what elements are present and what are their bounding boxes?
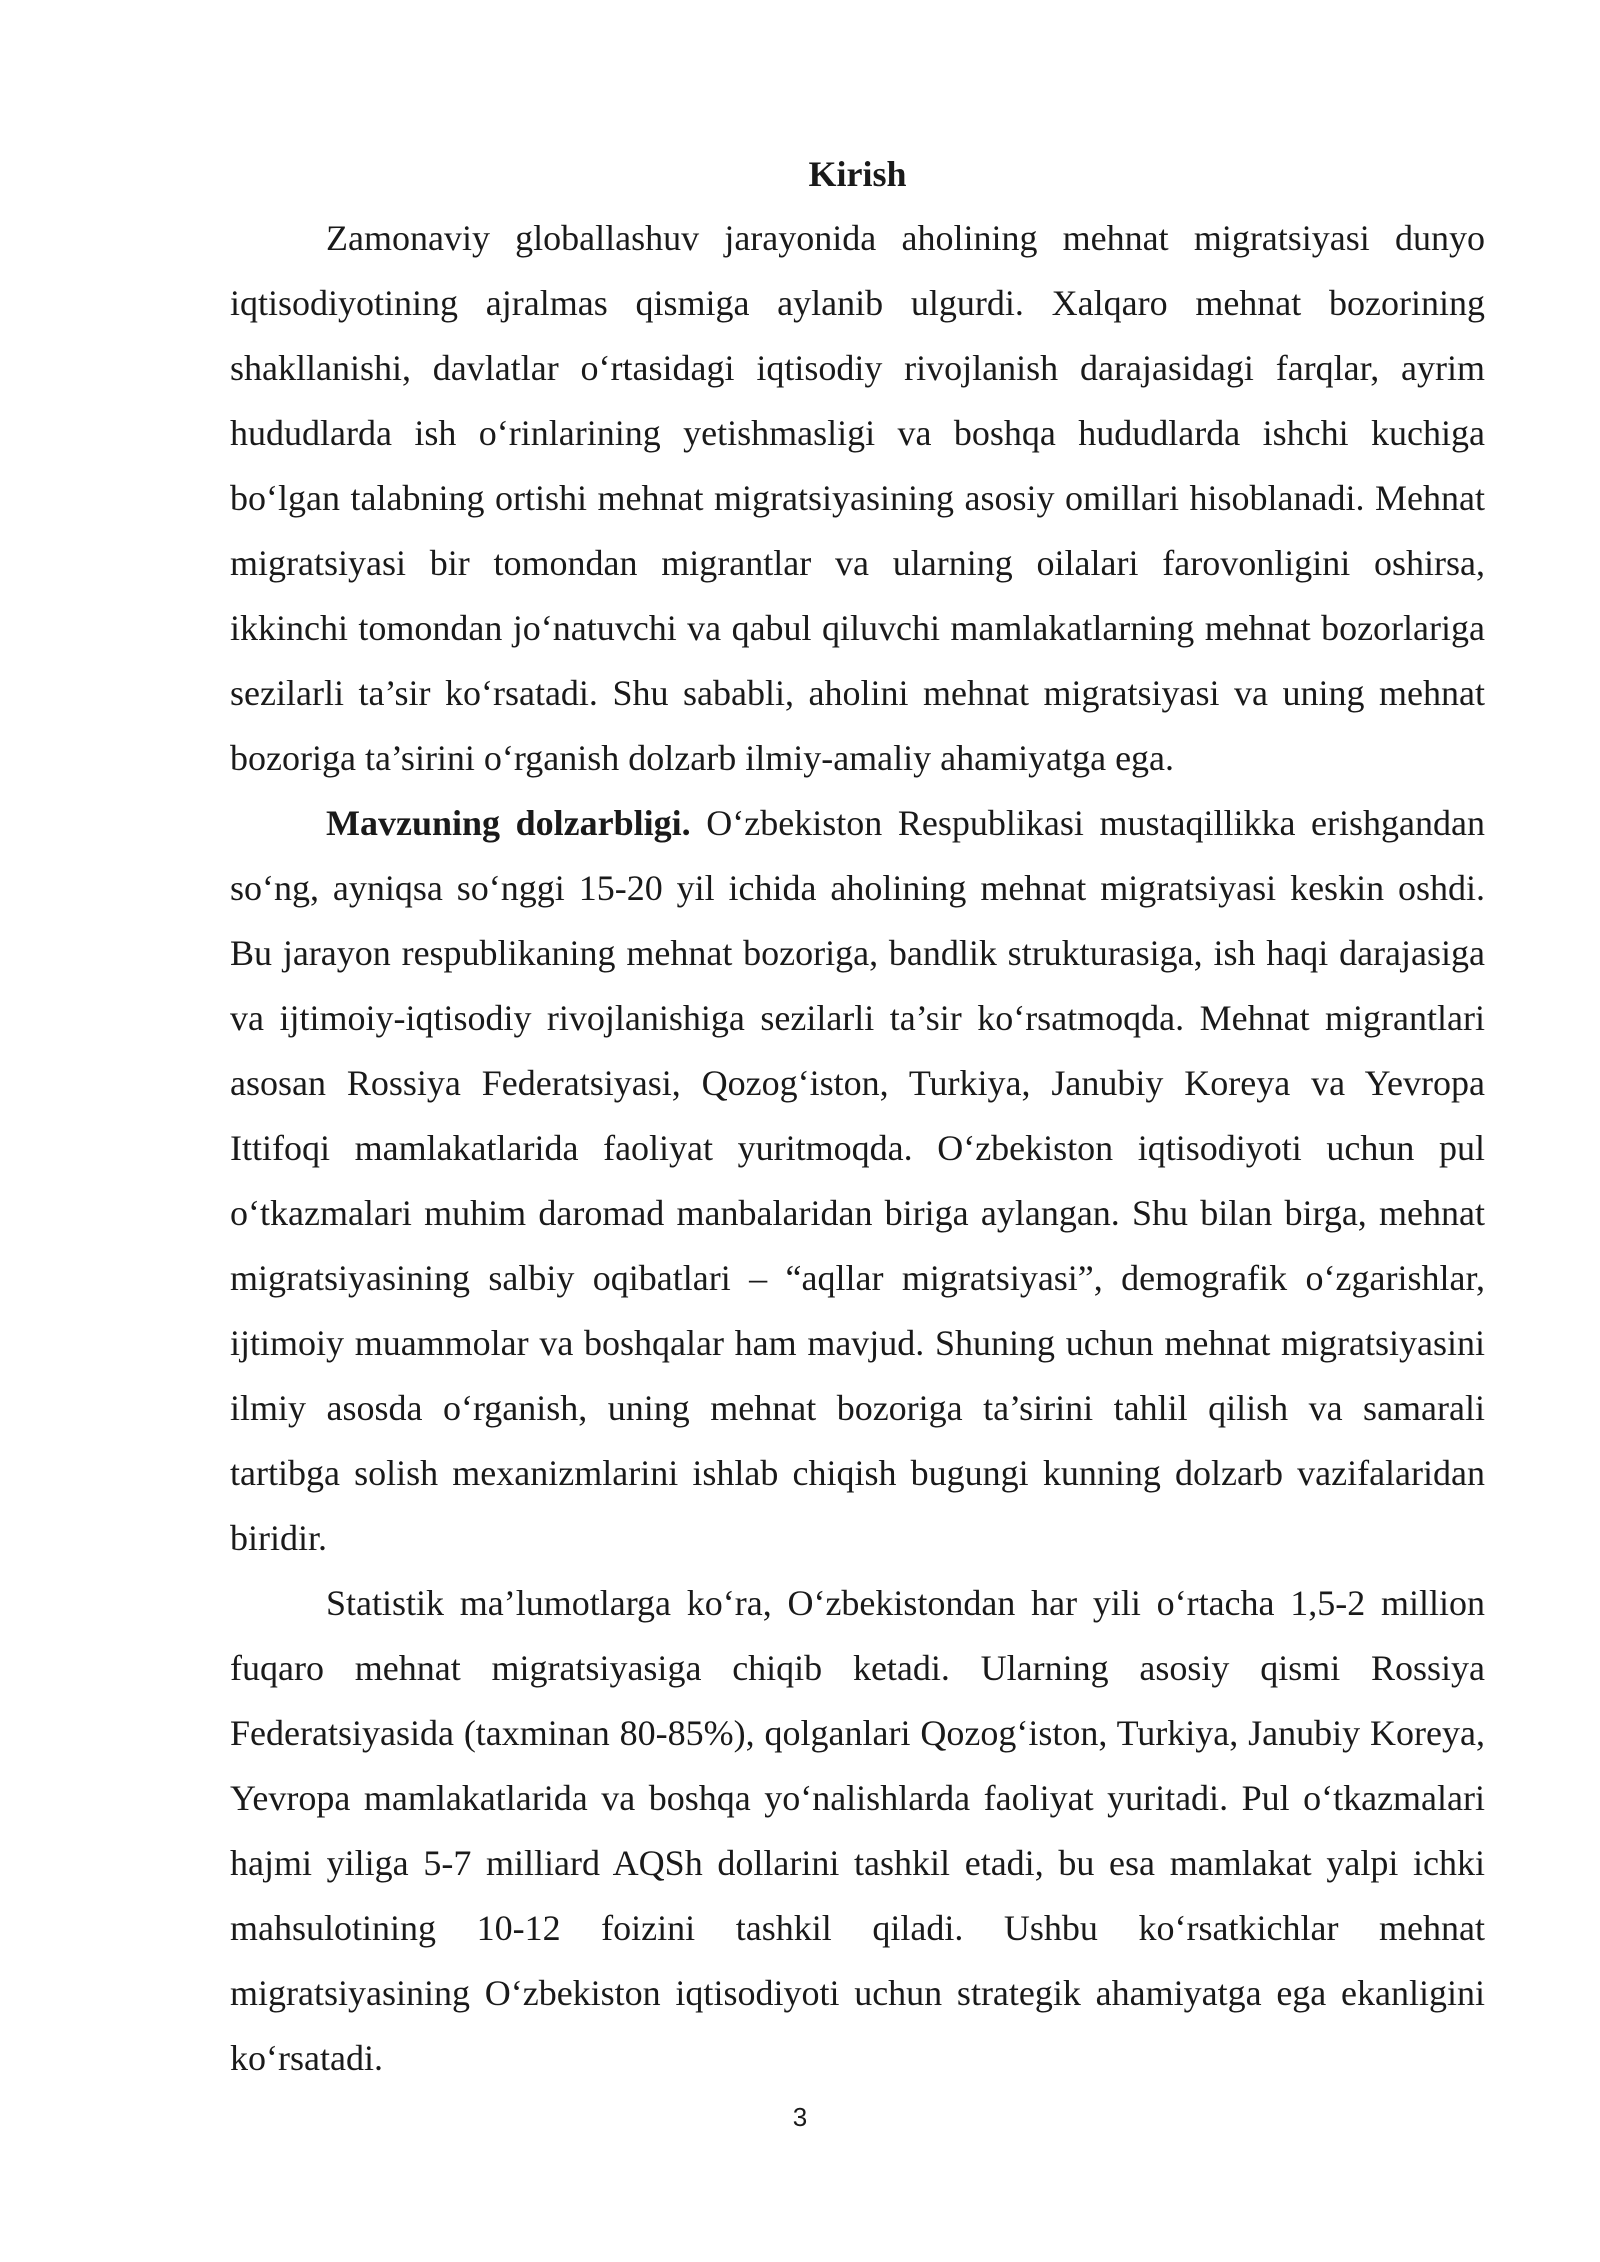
paragraph-relevance-lead: Mavzuning dolzarbligi. [326,803,691,843]
section-heading: Kirish [808,154,907,194]
paragraph-statistics [230,1571,1485,2091]
document-page [230,150,1485,2091]
paragraph-relevance-text: O‘zbekiston Respublikasi mustaqillikka erishgandan so‘ng, ayniqsa so‘nggi 15-20 yil ichida aholining mehnat migratsiyasi keskin oshdi. Bu jarayon respublikaning mehnat bozoriga, bandlik strukturasiga, ish haqi darajasiga va ijtimoiy-iqtisodiy rivojlanishiga sezilarli ta’sir ko‘rsatmoqda. Mehnat migrantlari asosan Rossiya Federatsiyasi, Qozog‘iston, Turkiya, Janubiy Koreya va Yevropa Ittifoqi mamlakatlarida faoliyat yuritmoqda. O‘zbekiston iqtisodiyoti uchun pul o‘tkazmalari muhim daromad manbalaridan biriga aylangan. Shu bilan birga, mehnat migratsiyasining salbiy oqibatlari – “aqllar migratsiyasi”, demografik o‘zgarishlar, ijtimoiy muammolar va boshqalar ham mavjud. Shuning uchun mehnat migratsiyasini ilmiy asosda o‘rganish, uning mehnat bozoriga ta’sirini tahlil qilish va samarali tartibga solish mexanizmlarini ishlab chiqish bugungi kunning dolzarb vazifalaridan biridir. [230,803,1485,1558]
page-number: 3 [792,2102,808,2132]
paragraph-relevance [230,791,1485,1571]
paragraph-statistics-text: Statistik ma’lumotlarga ko‘ra, O‘zbekistondan har yili o‘rtacha 1,5-2 million fuqaro mehnat migratsiyasiga chiqib ketadi. Ularning asosiy qismi Rossiya Federatsiyasida (taxminan 80-85%), qolganlari Qozog‘iston, Turkiya, Janubiy Koreya, Yevropa mamlakatlarida va boshqa yo‘nalishlarda faoliyat yuritadi. Pul o‘tkazmalari hajmi yiliga 5-7 milliard AQSh dollarini tashkil etadi, bu esa mamlakat yalpi ichki mahsulotining 10-12 foizini tashkil qiladi. Ushbu ko‘rsatkichlar mehnat migratsiyasining O‘zbekiston iqtisodiyoti uchun strategik ahamiyatga ega ekanligini ko‘rsatadi. [230,1583,1485,2078]
paragraph-intro [230,206,1485,791]
paragraph-intro-text: Zamonaviy globallashuv jarayonida aholining mehnat migratsiyasi dunyo iqtisodiyotining ajralmas qismiga aylanib ulgurdi. Xalqaro mehnat bozorining shakllanishi, davlatlar o‘rtasidagi iqtisodiy rivojlanish darajasidagi farqlar, ayrim hududlarda ish o‘rinlarining yetishmasligi va boshqa hududlarda ishchi kuchiga bo‘lgan talabning ortishi mehnat migratsiyasining asosiy omillari hisoblanadi. Mehnat migratsiyasi bir tomondan migrantlar va ularning oilalari farovonligini oshirsa, ikkinchi tomondan jo‘natuvchi va qabul qiluvchi mamlakatlarning mehnat bozorlariga sezilarli ta’sir ko‘rsatadi. Shu sababli, aholini mehnat migratsiyasi va uning mehnat bozoriga ta’sirini o‘rganish dolzarb ilmiy-amaliy ahamiyatga ega. [230,218,1485,778]
